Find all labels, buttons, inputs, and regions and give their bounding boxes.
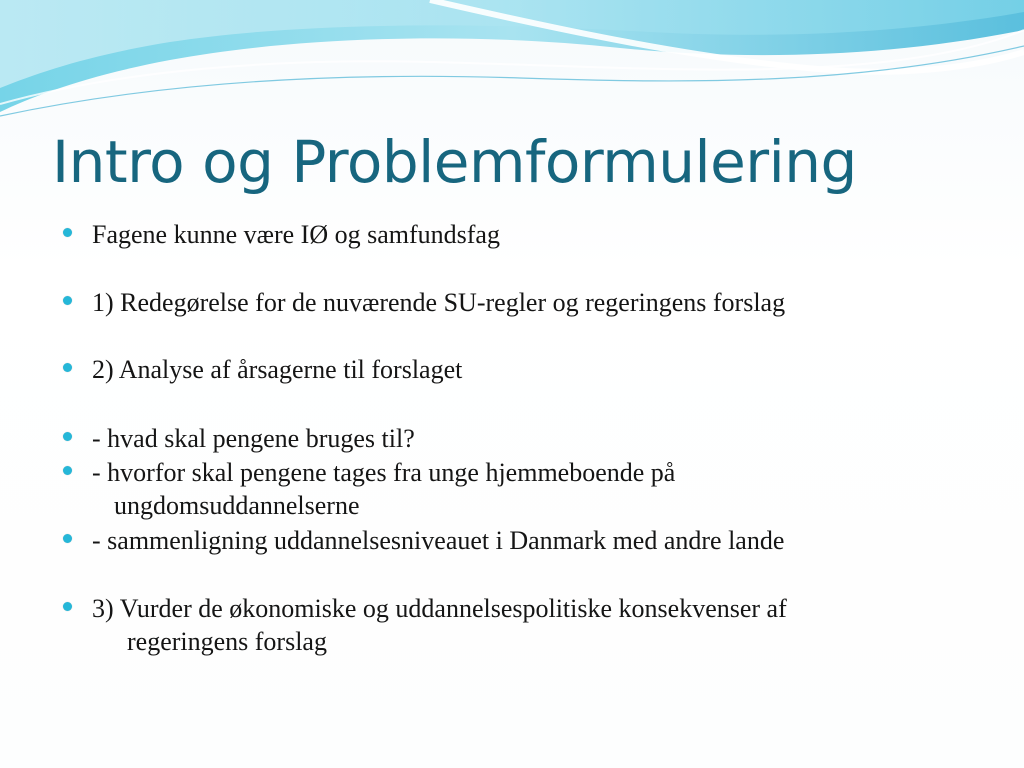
bullet-item — [0, 592, 1024, 656]
slide-title: Intro og Problemformulering — [52, 128, 857, 196]
bullet-dot-icon — [63, 296, 72, 305]
bullet-text: - hvad skal pengene bruges til? — [92, 424, 415, 453]
bullet-text: 2) Analyse af årsagerne til forslaget — [92, 355, 463, 384]
bullet-continuation: ungdomsuddannelserne — [114, 491, 360, 520]
bullet-item — [0, 456, 1024, 520]
bullet-dot-icon — [63, 432, 72, 441]
bullet-item — [0, 353, 1024, 389]
bullet-item — [0, 524, 1024, 560]
bullet-item — [0, 422, 1024, 458]
bullet-text: - hvorfor skal pengene tages fra unge hjemmeboende på — [92, 458, 676, 487]
bullet-continuation: regeringens forslag — [127, 627, 327, 656]
bullet-dot-icon — [63, 363, 72, 372]
bullet-dot-icon — [63, 466, 72, 475]
bullet-text: 1) Redegørelse for de nuværende SU-regler og regeringens forslag — [92, 288, 786, 317]
bullet-text: Fagene kunne være IØ og samfundsfag — [92, 220, 500, 249]
bullet-dot-icon — [63, 228, 72, 237]
bullet-text: - sammenligning uddannelsesniveauet i Danmark med andre lande — [92, 526, 785, 555]
bullet-dot-icon — [63, 534, 72, 543]
bullet-item — [0, 218, 1024, 254]
bullet-text: 3) Vurder de økonomiske og uddannelsespolitiske konsekvenser af — [92, 594, 787, 623]
bullet-dot-icon — [63, 602, 72, 611]
bullet-item — [0, 286, 1024, 322]
